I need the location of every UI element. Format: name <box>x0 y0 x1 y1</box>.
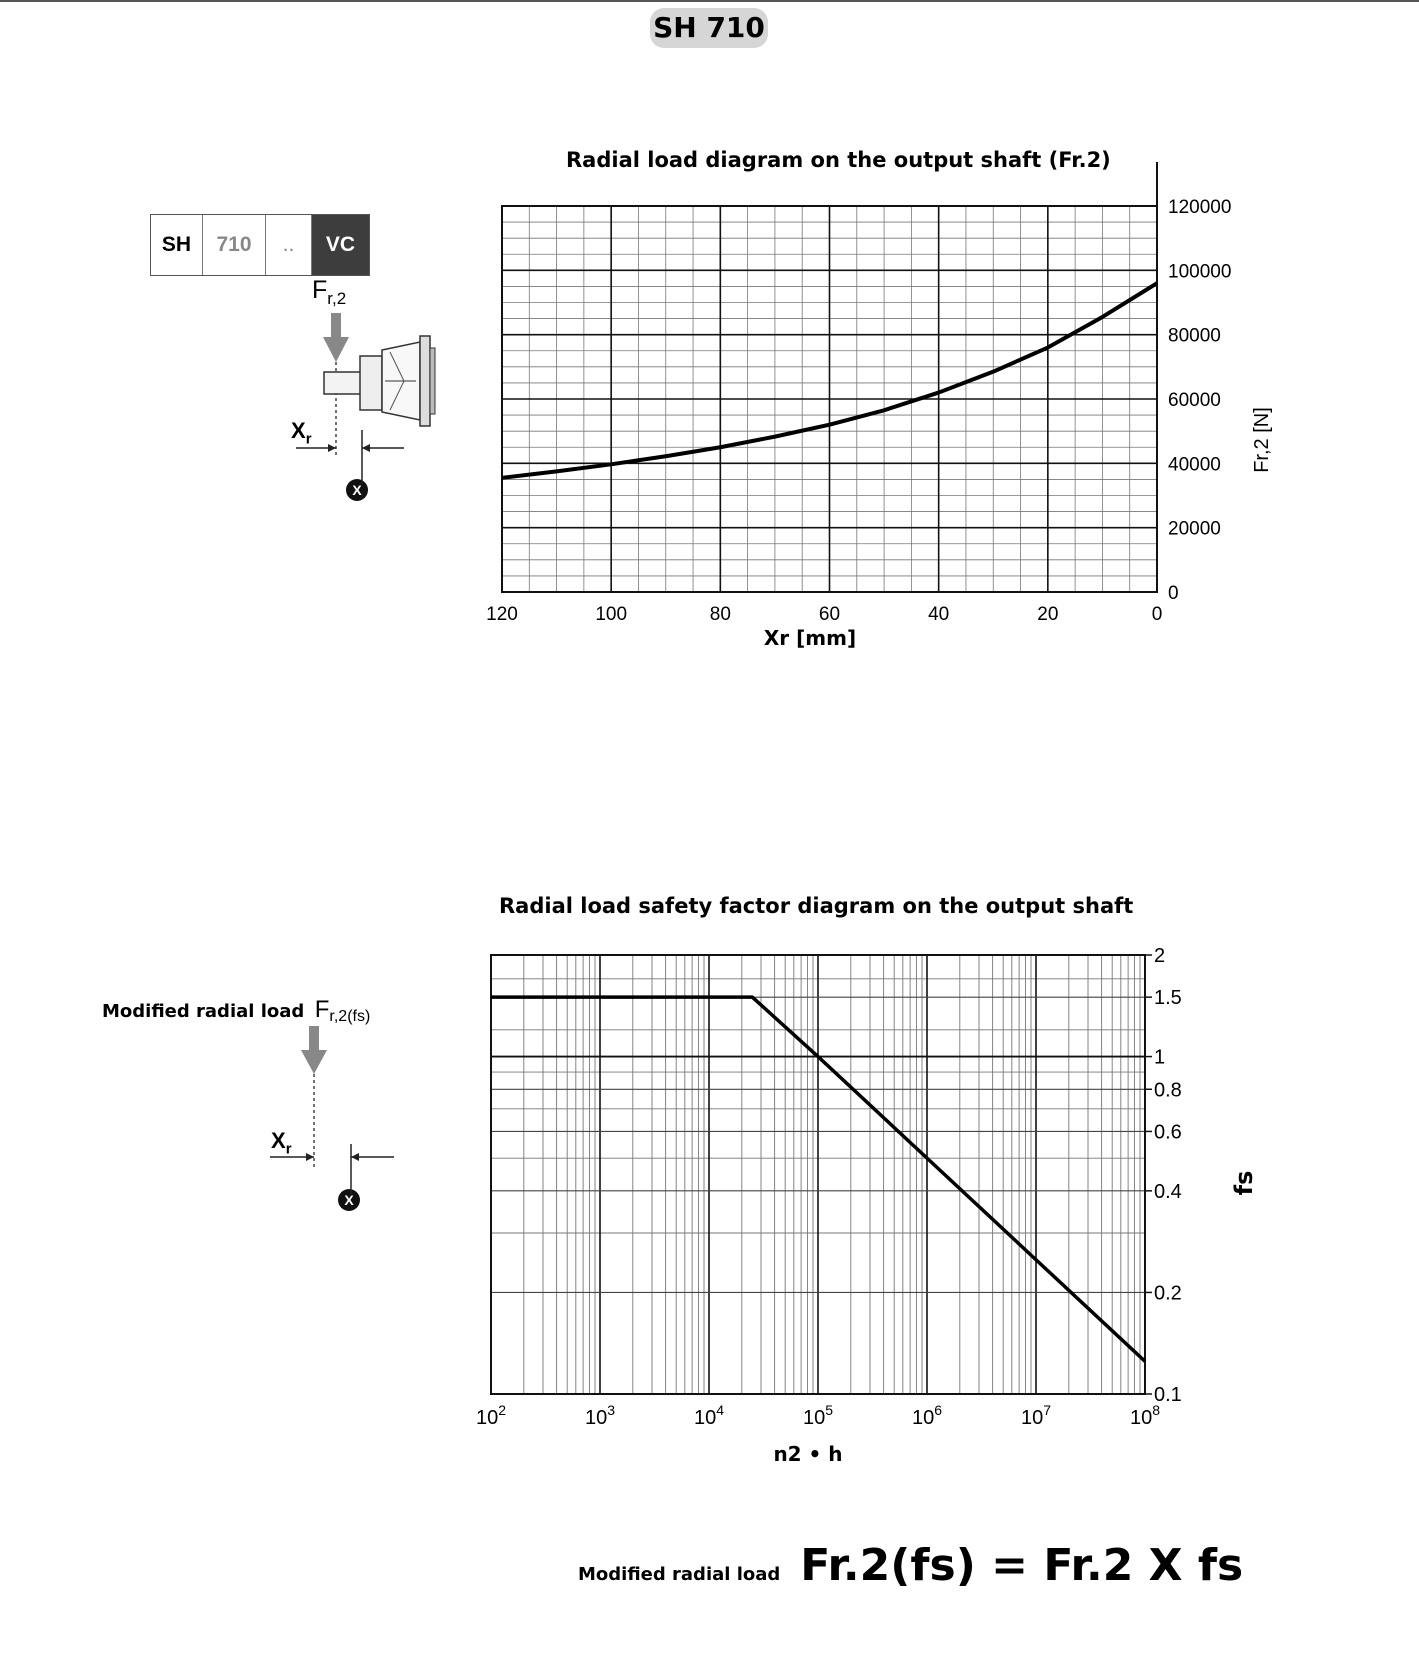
xr-label-1: $X_r$ <box>291 418 312 448</box>
code-cell-size: 710 <box>203 215 266 275</box>
x-tick-label: $10^6$ <box>911 1402 943 1429</box>
x-tick-label: 0 <box>1151 604 1163 625</box>
x-tick-label: 100 <box>595 604 628 625</box>
shaft-diagram-1 <box>296 313 435 484</box>
y-tick-label: 40000 <box>1168 454 1221 476</box>
x-tick-label: $10^8$ <box>1129 1402 1161 1429</box>
y-tick-label: 0.6 <box>1154 1121 1182 1144</box>
radial-load-chart <box>486 162 1273 650</box>
y-tick-label: 0.8 <box>1154 1079 1182 1102</box>
y-tick-label: 20000 <box>1168 518 1221 540</box>
code-cell-series: SH <box>151 215 203 275</box>
shaft-diagram-2 <box>270 1026 394 1194</box>
safety-factor-chart <box>476 945 1258 1466</box>
x-tick-label: $10^7$ <box>1020 1402 1052 1429</box>
code-cell-placeholder: .. <box>266 215 312 275</box>
formula-expression: Fr.2(fs) = Fr.2 X fs <box>800 1540 1244 1591</box>
y-tick-label: 1 <box>1154 1046 1166 1069</box>
xr-arrow-left-1 <box>328 444 336 452</box>
y-tick-label: 60000 <box>1168 390 1221 411</box>
xr-arrow-right-1 <box>362 444 370 452</box>
y-tick-label: 0.2 <box>1154 1282 1182 1305</box>
y-tick-label: 0 <box>1168 583 1179 604</box>
x-tick-label: 80 <box>709 604 731 625</box>
x-axis-label: Xr [mm] <box>763 626 857 650</box>
model-badge: SH 710 <box>650 8 768 48</box>
output-shaft-sketch <box>324 372 362 394</box>
x-axis-label: n2 • h <box>773 1442 843 1466</box>
x-tick-label: 120 <box>486 604 518 625</box>
y-tick-label: 120000 <box>1168 197 1232 218</box>
xr-arrow-left-2 <box>306 1153 314 1161</box>
point-marker-2: X <box>338 1189 360 1211</box>
y-tick-label: 100000 <box>1168 261 1232 283</box>
y-tick-label: 0.1 <box>1154 1384 1182 1406</box>
force-arrow-head-1 <box>323 337 349 362</box>
force-label-1: $F_{r,2}$ <box>312 276 347 308</box>
y-tick-label: 2 <box>1154 945 1166 967</box>
y-tick-label: 1.5 <box>1154 987 1182 1010</box>
xr-label-2: $X_r$ <box>271 1128 292 1158</box>
x-tick-label: $10^4$ <box>693 1402 725 1429</box>
code-cell-version: VC <box>312 215 369 275</box>
y-axis-label: Fr,2 [N] <box>1251 407 1273 473</box>
chart1-title: Radial load diagram on the output shaft (Fr.2) <box>566 148 1111 172</box>
formula-block <box>578 1540 1243 1591</box>
point-marker-1: X <box>346 479 368 501</box>
x-tick-label: $10^2$ <box>475 1402 507 1429</box>
x-tick-label: 20 <box>1037 604 1059 625</box>
x-tick-label: $10^5$ <box>802 1402 834 1429</box>
gearbox-flange-sketch <box>360 356 382 410</box>
modified-load-label: Modified radial load $F_{r,2(fs)}$ <box>102 996 371 1026</box>
y-tick-label: 0.4 <box>1154 1180 1182 1203</box>
y-axis-label: fs <box>1230 1170 1258 1196</box>
force-arrow-head-2 <box>301 1050 327 1074</box>
y-tick-label: 80000 <box>1168 325 1221 347</box>
xr-arrow-right-2 <box>351 1153 359 1161</box>
x-tick-label: 60 <box>818 604 841 625</box>
force-arrow-shaft-2 <box>309 1026 319 1050</box>
chart2-title: Radial load safety factor diagram on the output shaft <box>499 894 1134 918</box>
force-arrow-shaft-1 <box>331 313 341 337</box>
motor-flange-sketch <box>420 336 430 426</box>
x-tick-label: $10^3$ <box>584 1402 616 1429</box>
x-tick-label: 40 <box>928 604 950 625</box>
formula-label: Modified radial load <box>578 1564 781 1585</box>
